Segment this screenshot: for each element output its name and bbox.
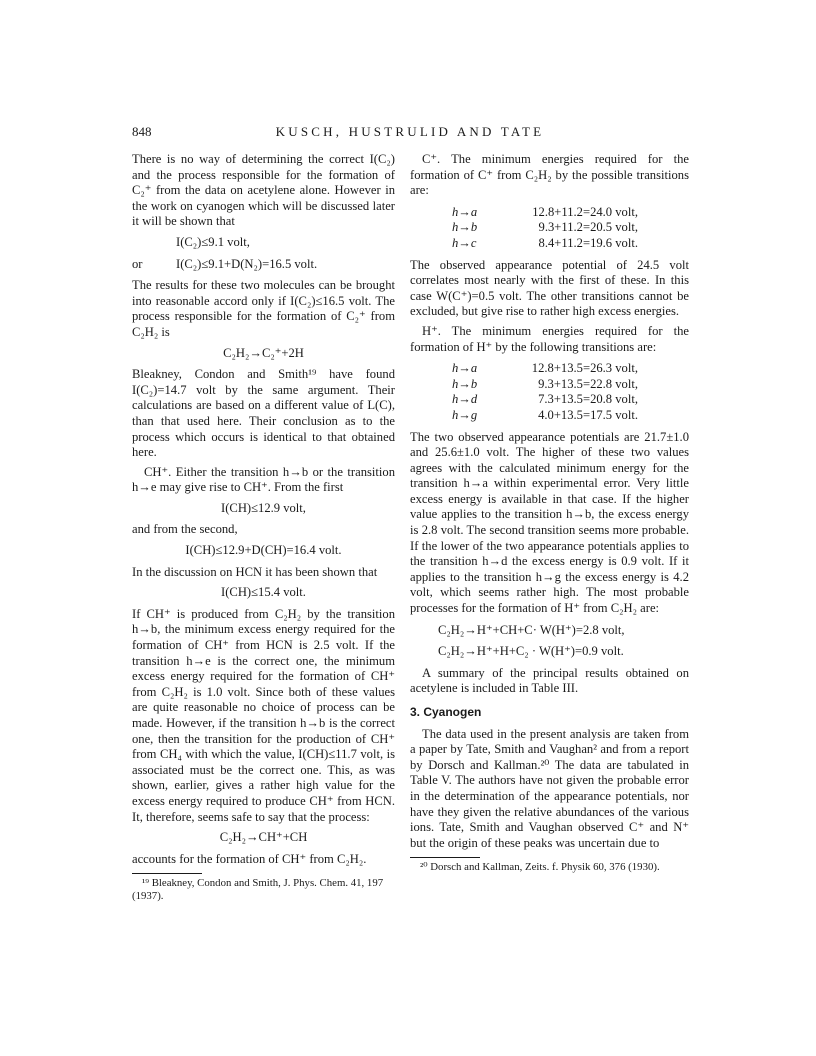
paragraph: and from the second,: [132, 522, 238, 537]
paragraph: There is no way of determining the correct I(C₂) and the process responsible for the formation of C₂⁺ from the data on acetylene alone. However in the work on cyanogen which will be discussed later it will be shown that: [132, 152, 395, 229]
equation: C₂H₂→C₂⁺+2H: [223, 345, 304, 360]
transition-row: [452, 220, 689, 236]
equation: I(CH)≤12.9 volt,: [221, 500, 306, 515]
transition-value: 12.8+13.5=26.3 volt,: [531, 361, 638, 376]
paragraph: H⁺. The minimum energies required for the formation of H⁺ by the following transitions are:: [410, 323, 689, 354]
left-column: [132, 152, 395, 903]
paragraph: CH⁺. Either the transition h→b or the transition h→e may give rise to CH⁺. From the first: [132, 464, 395, 495]
transition-row: [452, 408, 689, 424]
equation: C₂H₂→H⁺+H+C₂ · W(H⁺)=0.9 volt.: [438, 644, 624, 659]
transition-label: h→a: [452, 204, 478, 219]
footnote-rule: [132, 873, 202, 874]
transition-label: h→b: [452, 220, 478, 235]
equation-row: [132, 257, 395, 273]
paragraph: C⁺. The minimum energies required for the formation of C⁺ from C₂H₂ by the possible transitions are:: [410, 152, 689, 198]
transition-value: 7.3+13.5=20.8 volt,: [538, 392, 638, 407]
paragraph: accounts for the formation of CH⁺ from C₂H₂.: [132, 851, 367, 866]
footnote: ¹⁹ Bleakney, Condon and Smith, J. Phys. Chem. 41, 197 (1937).: [132, 877, 384, 902]
transition-value: 9.3+11.2=20.5 volt,: [538, 220, 638, 235]
paragraph: The observed appearance potential of 24.5 volt correlates most nearly with the first of these. In this case W(C⁺)=0.5 volt. The other transitions cannot be excluded, but give rise to rather high excess energies.: [410, 257, 689, 319]
paragraph: In the discussion on HCN it has been shown that: [132, 564, 378, 579]
right-column: [410, 152, 689, 874]
paragraph: If CH⁺ is produced from C₂H₂ by the transition h→b, the minimum excess energy required for the formation of CH⁺ from HCN is 2.5 volt. If the transition h→e is the correct one, the minimum excess energy required for the formation of CH⁺ from C₂H₂ is 1.0 volt. Since both of these values are quite reasonable no choice of process can be made. However, if the transition h→b is the correct one, then the transition for the production of CH⁺ from CH₄ with which the value, I(CH)≤11.7 volt, is associated must be the correct one. This, as was shown, earlier, gives a rather high value for the excess energy required to produce CH⁺ from HCN. It, therefore, seems safe to say that the process:: [132, 606, 395, 824]
transition-value: 12.8+11.2=24.0 volt,: [532, 204, 638, 219]
section-heading: 3. Cyanogen: [410, 705, 482, 719]
paragraph: The two observed appearance potentials are 21.7±1.0 and 25.6±1.0 volt. The higher of these two values agrees with the calculated minimum energy for the transition h→a within experimental error. Very little excess energy is available in that case. If the higher value applies to the transition h→b, the excess energy is 2.8 volt. The second transition seems more probable. If the lower of the two appearance potentials applies to the transition h→d the excess energy is 0.9 volt. If it applies to the transition h→g the excess energy is 4.2 volt, which seems rather high. The most probable processes for the formation of H⁺ from C₂H₂ are:: [410, 429, 689, 616]
paragraph: The data used in the present analysis are taken from a paper by Tate, Smith and Vaughan² and from a report by Dorsch and Kallman.²⁰ The data are tabulated in Table V. The authors have not given the probable error in the determination of the appearance potentials, nor have they given the relative abundances of the various ions. Tate, Smith and Vaughan observed C⁺ and N⁺ but the origin of these peaks was uncertain due to: [410, 726, 689, 850]
page-number: 848: [132, 124, 152, 139]
transition-label: h→b: [452, 376, 478, 391]
equation: I(CH)≤15.4 volt.: [221, 585, 306, 600]
transition-label: h→c: [452, 235, 477, 250]
transition-label: h→d: [452, 392, 478, 407]
or-label: or: [132, 256, 143, 271]
transition-label: h→a: [452, 361, 478, 376]
paragraph: The results for these two molecules can be brought into reasonable accord only if I(C₂)≤16.5 volt. The process responsible for the formation of C₂⁺ from C₂H₂ is: [132, 278, 395, 339]
footnote-rule: [410, 857, 480, 858]
equation: I(CH)≤12.9+D(CH)=16.4 volt.: [185, 543, 342, 558]
equation: C₂H₂→H⁺+CH+C· W(H⁺)=2.8 volt,: [438, 622, 625, 637]
paragraph: A summary of the principal results obtained on acetylene is included in Table III.: [410, 665, 689, 696]
transition-row: [452, 377, 689, 393]
transition-list: [452, 205, 689, 252]
transition-row: [452, 205, 689, 221]
equation: I(C₂)≤9.1+D(N₂)=16.5 volt.: [176, 256, 318, 271]
transition-list: [452, 361, 689, 423]
transition-row: [452, 361, 689, 377]
running-title: KUSCH, HUSTRULID AND TATE: [275, 124, 545, 139]
footnote: ²⁰ Dorsch and Kallman, Zeits. f. Physik 60, 376 (1930).: [420, 861, 660, 874]
transition-value: 9.3+13.5=22.8 volt,: [538, 376, 638, 391]
transition-row: [452, 392, 689, 408]
transition-value: 8.4+11.2=19.6 volt.: [538, 235, 638, 250]
transition-value: 4.0+13.5=17.5 volt.: [538, 407, 638, 422]
equation: I(C₂)≤9.1 volt,: [176, 234, 250, 249]
page-header: [132, 124, 688, 144]
paragraph: Bleakney, Condon and Smith¹⁹ have found I(C₂)=14.7 volt by the same argument. Their calculations are based on a different value of L(C), than that used here. Their conclusion as to the process which occurs is identical to that obtained here.: [132, 367, 395, 460]
transition-label: h→g: [452, 407, 478, 422]
equation: C₂H₂→CH⁺+CH: [219, 830, 308, 845]
transition-row: [452, 236, 689, 252]
